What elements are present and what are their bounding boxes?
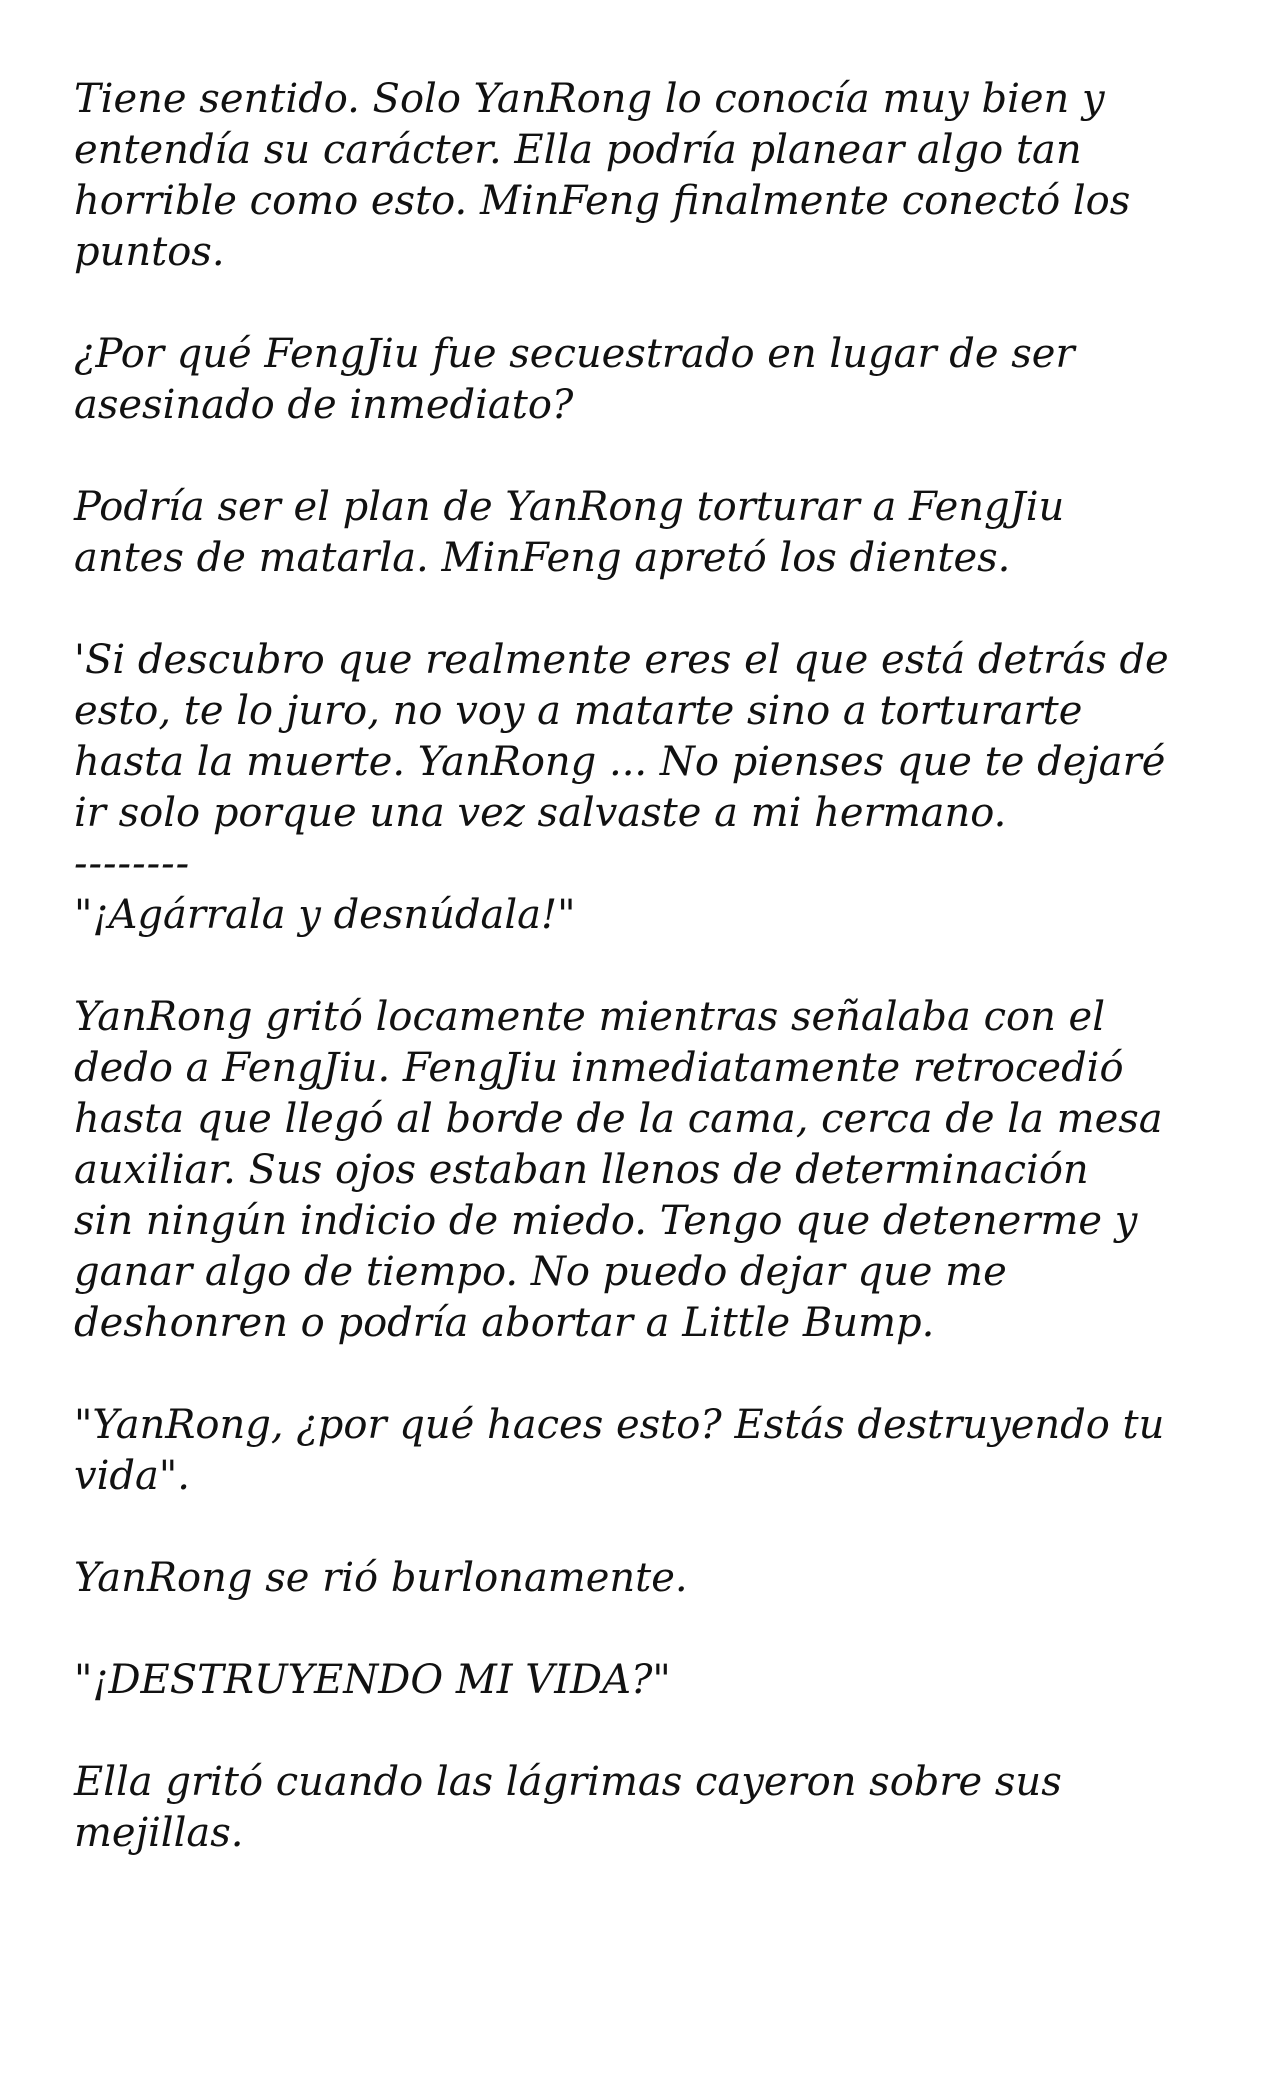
document-page bbox=[74, 74, 1224, 1859]
paragraph: YanRong gritó locamente mientras señalaba con el dedo a FengJiu. FengJiu inmediatamente retrocedió hasta que llegó al borde de la cama, cerca de la mesa auxiliar. Sus ojos estaban llenos de determinación sin ningún indicio de miedo. Tengo que detenerme y ganar algo de tiempo. No puedo dejar que me deshonren o podría abortar a Little Bump. bbox=[74, 994, 1163, 1346]
paragraph: YanRong se rió burlonamente. bbox=[74, 1555, 688, 1601]
paragraph: 'Si descubro que realmente eres el que está detrás de esto, te lo juro, no voy a matarte sino a torturarte hasta la muerte. YanRong ... No pienses que te dejaré ir solo porque una vez salvaste a mi hermano. bbox=[74, 637, 1169, 836]
paragraph: Ella gritó cuando las lágrimas cayeron sobre sus mejillas. bbox=[74, 1759, 1062, 1856]
paragraph: "YanRong, ¿por qué haces esto? Estás destruyendo tu vida". bbox=[74, 1402, 1165, 1499]
paragraph: ¿Por qué FengJiu fue secuestrado en lugar de ser asesinado de inmediato? bbox=[74, 331, 1075, 428]
paragraph: Podría ser el plan de YanRong torturar a FengJiu antes de matarla. MinFeng apretó los dientes. bbox=[74, 484, 1065, 581]
paragraph-gap bbox=[74, 941, 1224, 992]
paragraph-gap bbox=[74, 1349, 1224, 1400]
paragraph: "¡DESTRUYENDO MI VIDA?" bbox=[74, 1657, 671, 1703]
paragraph: "¡Agárrala y desnúdala!" bbox=[74, 892, 576, 938]
document-body bbox=[74, 74, 1224, 1859]
paragraph-gap bbox=[74, 1706, 1224, 1757]
paragraph-gap bbox=[74, 278, 1224, 329]
paragraph-gap bbox=[74, 1604, 1224, 1655]
paragraph-gap bbox=[74, 584, 1224, 635]
paragraph-gap bbox=[74, 431, 1224, 482]
paragraph-gap bbox=[74, 1502, 1224, 1553]
paragraph: Tiene sentido. Solo YanRong lo conocía muy bien y entendía su carácter. Ella podría planear algo tan horrible como esto. MinFeng finalmente conectó los puntos. bbox=[74, 76, 1131, 275]
section-divider: -------- bbox=[74, 841, 191, 887]
